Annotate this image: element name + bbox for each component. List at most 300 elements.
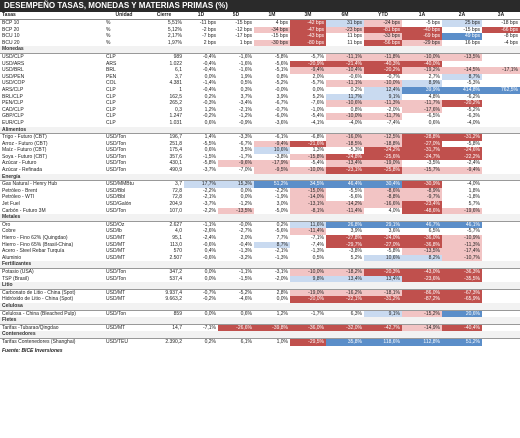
return-cell: 3,6%	[388, 228, 400, 235]
unit-cell: USD/MT	[106, 324, 126, 331]
return-cell: -10,6%	[326, 100, 364, 107]
return-cell: -67,3%	[442, 289, 482, 296]
return-cell: -23,4%	[402, 201, 442, 208]
return-cell: -11,3%	[442, 242, 482, 249]
return-cell: -22,2%	[442, 154, 482, 161]
return-cell: -23,1%	[326, 167, 364, 174]
return-cell: -29,5%	[290, 338, 326, 345]
instrument-name: Tarifas Contenedores (Shanghai)	[2, 338, 76, 345]
unit-cell: USD/Ton	[106, 275, 127, 282]
return-cell: -0,7%	[202, 289, 216, 296]
close-value: 251,8	[169, 140, 182, 147]
return-cell: 8,2%	[402, 255, 442, 262]
column-header: Tasas	[0, 12, 104, 20]
empty-cell	[482, 235, 520, 242]
return-cell: -32,0%	[326, 324, 364, 331]
empty-cell	[482, 338, 520, 345]
column-header: 1A	[402, 12, 442, 20]
instrument-name: EUR/CLP	[2, 119, 24, 126]
unit-cell: CLP	[106, 53, 116, 60]
return-cell: -1,5%	[202, 153, 216, 160]
return-cell: -5,2%	[274, 80, 288, 87]
return-cell: -3,2%	[238, 254, 252, 261]
return-cell: 11 bps	[347, 33, 362, 40]
return-cell: -10,0%	[290, 167, 326, 174]
return-cell: -1,9%	[274, 194, 288, 201]
unit-cell: CLP	[106, 119, 116, 126]
unit-cell: %	[106, 26, 111, 33]
unit-cell: USD/MT	[106, 235, 126, 241]
unit-cell: PEN	[106, 73, 117, 80]
table-row	[0, 74, 520, 81]
return-cell: -24 bps	[364, 20, 402, 27]
unit-cell: COL	[106, 80, 117, 87]
return-cell: 1 bps	[239, 39, 252, 46]
return-cell: -15 bps	[271, 33, 288, 40]
return-cell: -36,3%	[442, 268, 482, 275]
table-row	[0, 141, 520, 148]
return-cell: -14,0%	[290, 194, 326, 201]
section-title: Energía	[0, 174, 520, 181]
return-cell: 414,8%	[442, 87, 482, 94]
return-cell: 35,8%	[326, 338, 364, 345]
unit-cell: USD/Bbl	[106, 187, 126, 194]
return-cell: -2,2%	[202, 207, 216, 214]
return-cell: -3,8%	[348, 248, 362, 255]
return-cell: -10,4%	[326, 67, 364, 74]
return-cell: 11,7%	[326, 94, 364, 101]
empty-cell	[482, 242, 520, 249]
instrument-name: Soya - Futuro (CBT)	[2, 153, 48, 160]
table-row	[0, 289, 520, 296]
return-cell: 3,9%	[276, 93, 288, 100]
empty-cell	[482, 289, 520, 296]
close-value: 175,4	[169, 147, 182, 154]
return-cell: -14,9%	[402, 324, 442, 331]
return-cell: 0,4%	[204, 248, 216, 255]
section-header	[0, 303, 520, 310]
close-value: 4.381	[169, 80, 182, 87]
empty-cell	[442, 61, 482, 68]
return-cell: -5,6%	[348, 194, 362, 201]
return-cell: -5,2%	[238, 289, 252, 296]
return-cell: -1,1%	[202, 221, 216, 228]
return-cell: 0,3%	[240, 86, 252, 93]
return-cell: -24,6%	[442, 147, 482, 154]
return-cell: -14,5%	[442, 67, 482, 74]
return-cell: 0,6%	[204, 119, 216, 126]
return-cell: 0,0%	[240, 194, 252, 201]
return-cell: -24,2%	[364, 147, 402, 154]
instrument-name: Gas Natural - Henry Hub	[2, 181, 58, 188]
instrument-name: BCP 10	[2, 20, 20, 26]
return-cell: 0,2%	[204, 338, 216, 345]
section-header	[0, 282, 520, 289]
return-cell: -20,2%	[364, 67, 402, 74]
return-cell: -19,6%	[442, 208, 482, 215]
return-cell: -9,7%	[402, 194, 442, 201]
table-row	[0, 61, 520, 68]
instrument-name: CAD/CLP	[2, 106, 24, 113]
return-cell: 8,9%	[402, 80, 442, 87]
instrument-name: PEN/CLP	[2, 100, 24, 107]
column-header: Unidad	[104, 12, 144, 20]
return-cell: 0,0%	[276, 296, 288, 303]
return-cell: -2,6%	[202, 228, 216, 235]
return-cell: 51,2%	[254, 181, 290, 188]
section-title: Alimentos	[0, 127, 520, 134]
empty-cell	[482, 167, 520, 174]
unit-cell: USD/Ton	[106, 153, 127, 160]
return-cell: 0,0%	[240, 187, 252, 194]
close-value: 347,2	[169, 268, 182, 275]
instrument-name: Azúcar - Futuro	[2, 160, 37, 167]
table-row	[0, 33, 520, 40]
unit-cell: %	[106, 33, 111, 40]
close-value: 2,17%	[167, 33, 182, 40]
unit-cell: BRL	[106, 67, 116, 74]
return-cell: -9,6%	[218, 160, 254, 167]
return-cell: -20,9%	[290, 61, 326, 68]
return-cell: -8 bps	[504, 33, 518, 40]
return-cell: 0,0%	[204, 275, 216, 282]
empty-cell	[482, 276, 520, 283]
return-cell: -43 bps	[290, 33, 326, 40]
close-value: 14,7	[172, 324, 182, 331]
return-cell: -11,4%	[326, 208, 364, 215]
column-header: YTD	[364, 12, 402, 20]
return-cell: -2,7%	[238, 228, 252, 235]
empty-cell	[482, 188, 520, 195]
close-value: 5,12%	[167, 26, 182, 33]
table-row	[0, 167, 520, 174]
return-cell: 8,7%	[254, 242, 290, 249]
column-header: 6M	[326, 12, 364, 20]
return-cell: 13,4%	[326, 276, 364, 283]
return-cell: 3,5%	[240, 147, 252, 154]
return-cell: -0,6%	[202, 241, 216, 248]
return-cell: 0,5%	[312, 254, 324, 261]
unit-cell: USD/Bbl	[106, 194, 126, 201]
return-cell: 2,0%	[240, 235, 252, 241]
return-cell: -23,6%	[402, 276, 442, 283]
return-cell: -5,6%	[274, 60, 288, 67]
close-value: 490,9	[169, 167, 182, 174]
close-value: 3,7	[175, 73, 182, 80]
return-cell: 0,5%	[240, 80, 252, 87]
return-cell: 762,5%	[482, 87, 520, 94]
return-cell: -4 bps	[504, 39, 518, 46]
instrument-name: BCP 20	[2, 26, 20, 33]
return-cell: -17,9%	[254, 160, 290, 167]
return-cell: -29 bps	[402, 40, 442, 47]
return-cell: -12 bps	[235, 26, 252, 33]
table-row	[0, 134, 520, 141]
return-cell: -42 bps	[290, 20, 326, 27]
return-cell: -3,6%	[274, 119, 288, 126]
return-cell: -8,6%	[364, 188, 402, 195]
close-value: 196,7	[169, 134, 182, 141]
return-cell: 0,6%	[204, 147, 216, 154]
return-cell: -13,5%	[442, 53, 482, 60]
return-cell: -18,5%	[326, 141, 364, 148]
return-cell: -9,5%	[254, 167, 290, 174]
instrument-name: Petróleo - Brent	[2, 187, 38, 194]
table-row	[0, 235, 520, 242]
unit-cell: USD/Ton	[106, 147, 127, 154]
instrument-name: USD/ARS	[2, 60, 25, 67]
instrument-name: GBP/CLP	[2, 113, 24, 120]
empty-cell	[482, 201, 520, 208]
empty-cell	[482, 61, 520, 68]
return-cell: -31,7%	[402, 147, 442, 154]
close-value: 162,5	[169, 93, 182, 100]
instrument-name: Trigo - Futuro (CBT)	[2, 134, 47, 141]
performance-table	[0, 12, 520, 346]
return-cell: -4,0%	[466, 181, 480, 188]
return-cell: 0,0%	[204, 73, 216, 80]
return-cell: -2,1%	[238, 106, 252, 113]
close-value: 989	[173, 53, 182, 60]
table-row	[0, 338, 520, 345]
close-value: 107,0	[169, 207, 182, 214]
return-cell: -17,4%	[442, 248, 482, 255]
source-note: Fuente: BICE Inversiones	[2, 347, 63, 354]
return-cell: -17,6%	[402, 107, 442, 114]
return-cell: -6,8%	[310, 134, 324, 141]
return-cell: -25,6%	[364, 154, 402, 161]
return-cell: -3,1%	[274, 268, 288, 275]
unit-cell: USD/MT	[106, 254, 126, 261]
return-cell: -86,0%	[402, 289, 442, 296]
return-cell: -1,6%	[238, 53, 252, 60]
return-cell: -0,4%	[202, 60, 216, 67]
instrument-name: Carbonato de Litio - China (Spot)	[2, 289, 76, 296]
return-cell: 2,0%	[312, 73, 324, 80]
return-cell: -15 bps	[235, 20, 252, 26]
return-cell: 15,3%	[218, 181, 254, 188]
return-cell: -10,7%	[442, 255, 482, 262]
table-row	[0, 324, 520, 331]
return-cell: 30,4%	[364, 181, 402, 188]
instrument-name: BCU 10	[2, 33, 20, 40]
return-cell: -3,5%	[426, 160, 440, 167]
section-header	[0, 261, 520, 268]
instrument-name: Azúcar - Refinada	[2, 167, 43, 174]
return-cell: -8,9%	[402, 188, 442, 195]
return-cell: 0,0%	[204, 310, 216, 317]
close-value: 2.507	[169, 254, 182, 261]
return-cell: 2,7%	[428, 73, 440, 80]
return-cell: -10,0%	[364, 80, 402, 87]
return-cell: -10,0%	[290, 268, 326, 275]
return-cell: -3,4%	[238, 100, 252, 107]
return-cell: -4,0%	[348, 119, 362, 126]
return-cell: -15 bps	[463, 26, 480, 33]
return-cell: -56 bps	[364, 40, 402, 47]
return-cell: -81 bps	[364, 27, 402, 34]
return-cell: -25,8%	[364, 167, 402, 174]
return-cell: -22,1%	[326, 296, 364, 303]
return-cell: -40,0%	[402, 61, 442, 68]
return-cell: -4,0%	[466, 119, 480, 126]
empty-cell	[482, 53, 520, 60]
table-row	[0, 94, 520, 101]
close-value: 9.663,2	[165, 296, 182, 303]
section-title: Contenedores	[0, 331, 520, 338]
unit-cell: USD/Ton	[106, 160, 127, 167]
return-cell: -26,6%	[218, 324, 254, 331]
table-row	[0, 147, 520, 154]
close-value: 357,6	[169, 153, 182, 160]
return-cell: 3,0%	[276, 201, 288, 208]
return-cell: -19,2%	[402, 67, 442, 74]
return-cell: -18 bps	[501, 20, 518, 26]
return-cell: 25 bps	[442, 20, 482, 27]
instrument-name: USD/CLP	[2, 53, 24, 60]
return-cell: -16,2%	[326, 289, 364, 296]
unit-cell: CLP	[106, 93, 116, 100]
instrument-name: USD/BRL	[2, 67, 24, 74]
column-header: 5D	[218, 12, 254, 20]
table-row	[0, 208, 520, 215]
unit-cell: USD/MT	[106, 241, 126, 248]
empty-cell	[482, 107, 520, 114]
return-cell: -0,4%	[238, 241, 252, 248]
return-cell: -0,4%	[202, 53, 216, 60]
table-row	[0, 27, 520, 34]
return-cell: -5,4%	[310, 113, 324, 120]
table-row	[0, 107, 520, 114]
unit-cell: USD/Ton	[106, 207, 127, 214]
return-cell: 5,2%	[312, 93, 324, 100]
return-cell: -36,0%	[290, 324, 326, 331]
return-cell: 17,7%	[184, 181, 218, 188]
return-cell: 10,6%	[254, 147, 290, 154]
page-title: DESEMPEÑO TASAS, MONEDAS Y MATERIAS PRIMAS (%)	[0, 0, 520, 12]
section-header	[0, 174, 520, 181]
unit-cell: USD/Ton	[106, 167, 127, 174]
instrument-name: Carbón - Futuro 3M	[2, 207, 46, 214]
empty-cell	[482, 154, 520, 161]
column-header: 1M	[254, 12, 290, 20]
return-cell: -2,0%	[274, 275, 288, 282]
close-value: 537,4	[169, 275, 182, 282]
return-cell: -6,7%	[274, 100, 288, 107]
return-cell: -11,7%	[364, 113, 402, 120]
return-cell: 26,8%	[326, 221, 364, 228]
unit-cell: CLP	[106, 106, 116, 113]
return-cell: 0,0%	[204, 268, 216, 275]
column-header: Cierre	[144, 12, 184, 20]
close-value: 4,0	[175, 228, 182, 235]
return-cell: -17 bps	[235, 33, 252, 40]
return-cell: -15,8%	[290, 154, 326, 161]
section-title: Celulosa	[0, 303, 520, 310]
instrument-name: Oro	[2, 221, 11, 228]
unit-cell: USD/lb	[106, 228, 122, 235]
return-cell: -1,7%	[310, 310, 324, 317]
return-cell: 13,4%	[364, 276, 402, 283]
empty-cell	[482, 113, 520, 120]
return-cell: -8,8%	[364, 194, 402, 201]
return-cell: 0,6%	[428, 119, 440, 126]
return-cell: 7,7%	[276, 235, 288, 241]
table-row	[0, 221, 520, 228]
empty-cell	[482, 255, 520, 262]
section-title: Metales	[0, 214, 520, 221]
return-cell: -0,0%	[238, 221, 252, 228]
return-cell: -0,4%	[202, 86, 216, 93]
return-cell: 4 bps	[275, 20, 288, 26]
instrument-name: Jet Fuel	[2, 201, 20, 208]
instrument-name: Potasio (USA)	[2, 268, 34, 275]
return-cell: -0,0%	[274, 86, 288, 93]
return-cell: 2 bps	[203, 39, 216, 46]
return-cell: -2,2%	[202, 187, 216, 194]
return-cell: 46,7%	[402, 221, 442, 228]
return-cell: -5,8%	[202, 160, 216, 167]
empty-cell	[482, 324, 520, 331]
return-cell: -1,3%	[274, 254, 288, 261]
section-title: Fletes	[0, 317, 520, 324]
table-row	[0, 87, 520, 94]
return-cell: -5,7%	[466, 228, 480, 235]
return-cell: -35,5%	[442, 276, 482, 283]
table-row	[0, 276, 520, 283]
return-cell: -65,9%	[442, 296, 482, 303]
return-cell: -19,0%	[290, 289, 326, 296]
return-cell: -0,2%	[202, 113, 216, 120]
return-cell: 20,6%	[442, 310, 482, 317]
return-cell: -0,6%	[348, 73, 362, 80]
return-cell: -30,9%	[402, 181, 442, 188]
column-header: 3M	[290, 12, 326, 20]
instrument-name: Celulosa - China (Bleached Pulp)	[2, 310, 76, 317]
return-cell: -87,2%	[402, 296, 442, 303]
return-cell: -2,1%	[274, 248, 288, 255]
unit-cell: USD/Ton	[106, 140, 127, 147]
table-row	[0, 296, 520, 303]
return-cell: 1,4%	[204, 134, 216, 141]
close-value: 2.390,2	[165, 338, 182, 345]
return-cell: -21,6%	[290, 141, 326, 148]
return-cell: -1,6%	[238, 60, 252, 67]
return-cell: -31,2%	[442, 134, 482, 141]
unit-cell: USD/Galón	[106, 201, 132, 208]
table-row	[0, 242, 520, 249]
return-cell: 9,8%	[290, 276, 326, 283]
empty-cell	[482, 147, 520, 154]
return-cell: -30 bps	[254, 40, 290, 47]
return-cell: 12,4%	[364, 87, 402, 94]
return-cell: 10,6%	[364, 255, 402, 262]
close-value: 430,1	[169, 160, 182, 167]
return-cell: 1,2%	[276, 310, 288, 317]
return-cell: 0,2%	[276, 221, 288, 228]
close-value: 95,1	[172, 235, 182, 241]
instrument-name: BCU 20	[2, 39, 20, 46]
return-cell: -11,7%	[402, 100, 442, 107]
return-cell: -24,8%	[326, 154, 364, 161]
return-cell: -1,2%	[238, 113, 252, 120]
close-value: 859	[173, 310, 182, 317]
return-cell: -9,4%	[290, 67, 326, 74]
return-cell: -18,1%	[364, 289, 402, 296]
empty-cell	[482, 134, 520, 141]
unit-cell: USD/MMBtu	[106, 181, 134, 188]
return-cell: -11,1%	[326, 80, 364, 87]
